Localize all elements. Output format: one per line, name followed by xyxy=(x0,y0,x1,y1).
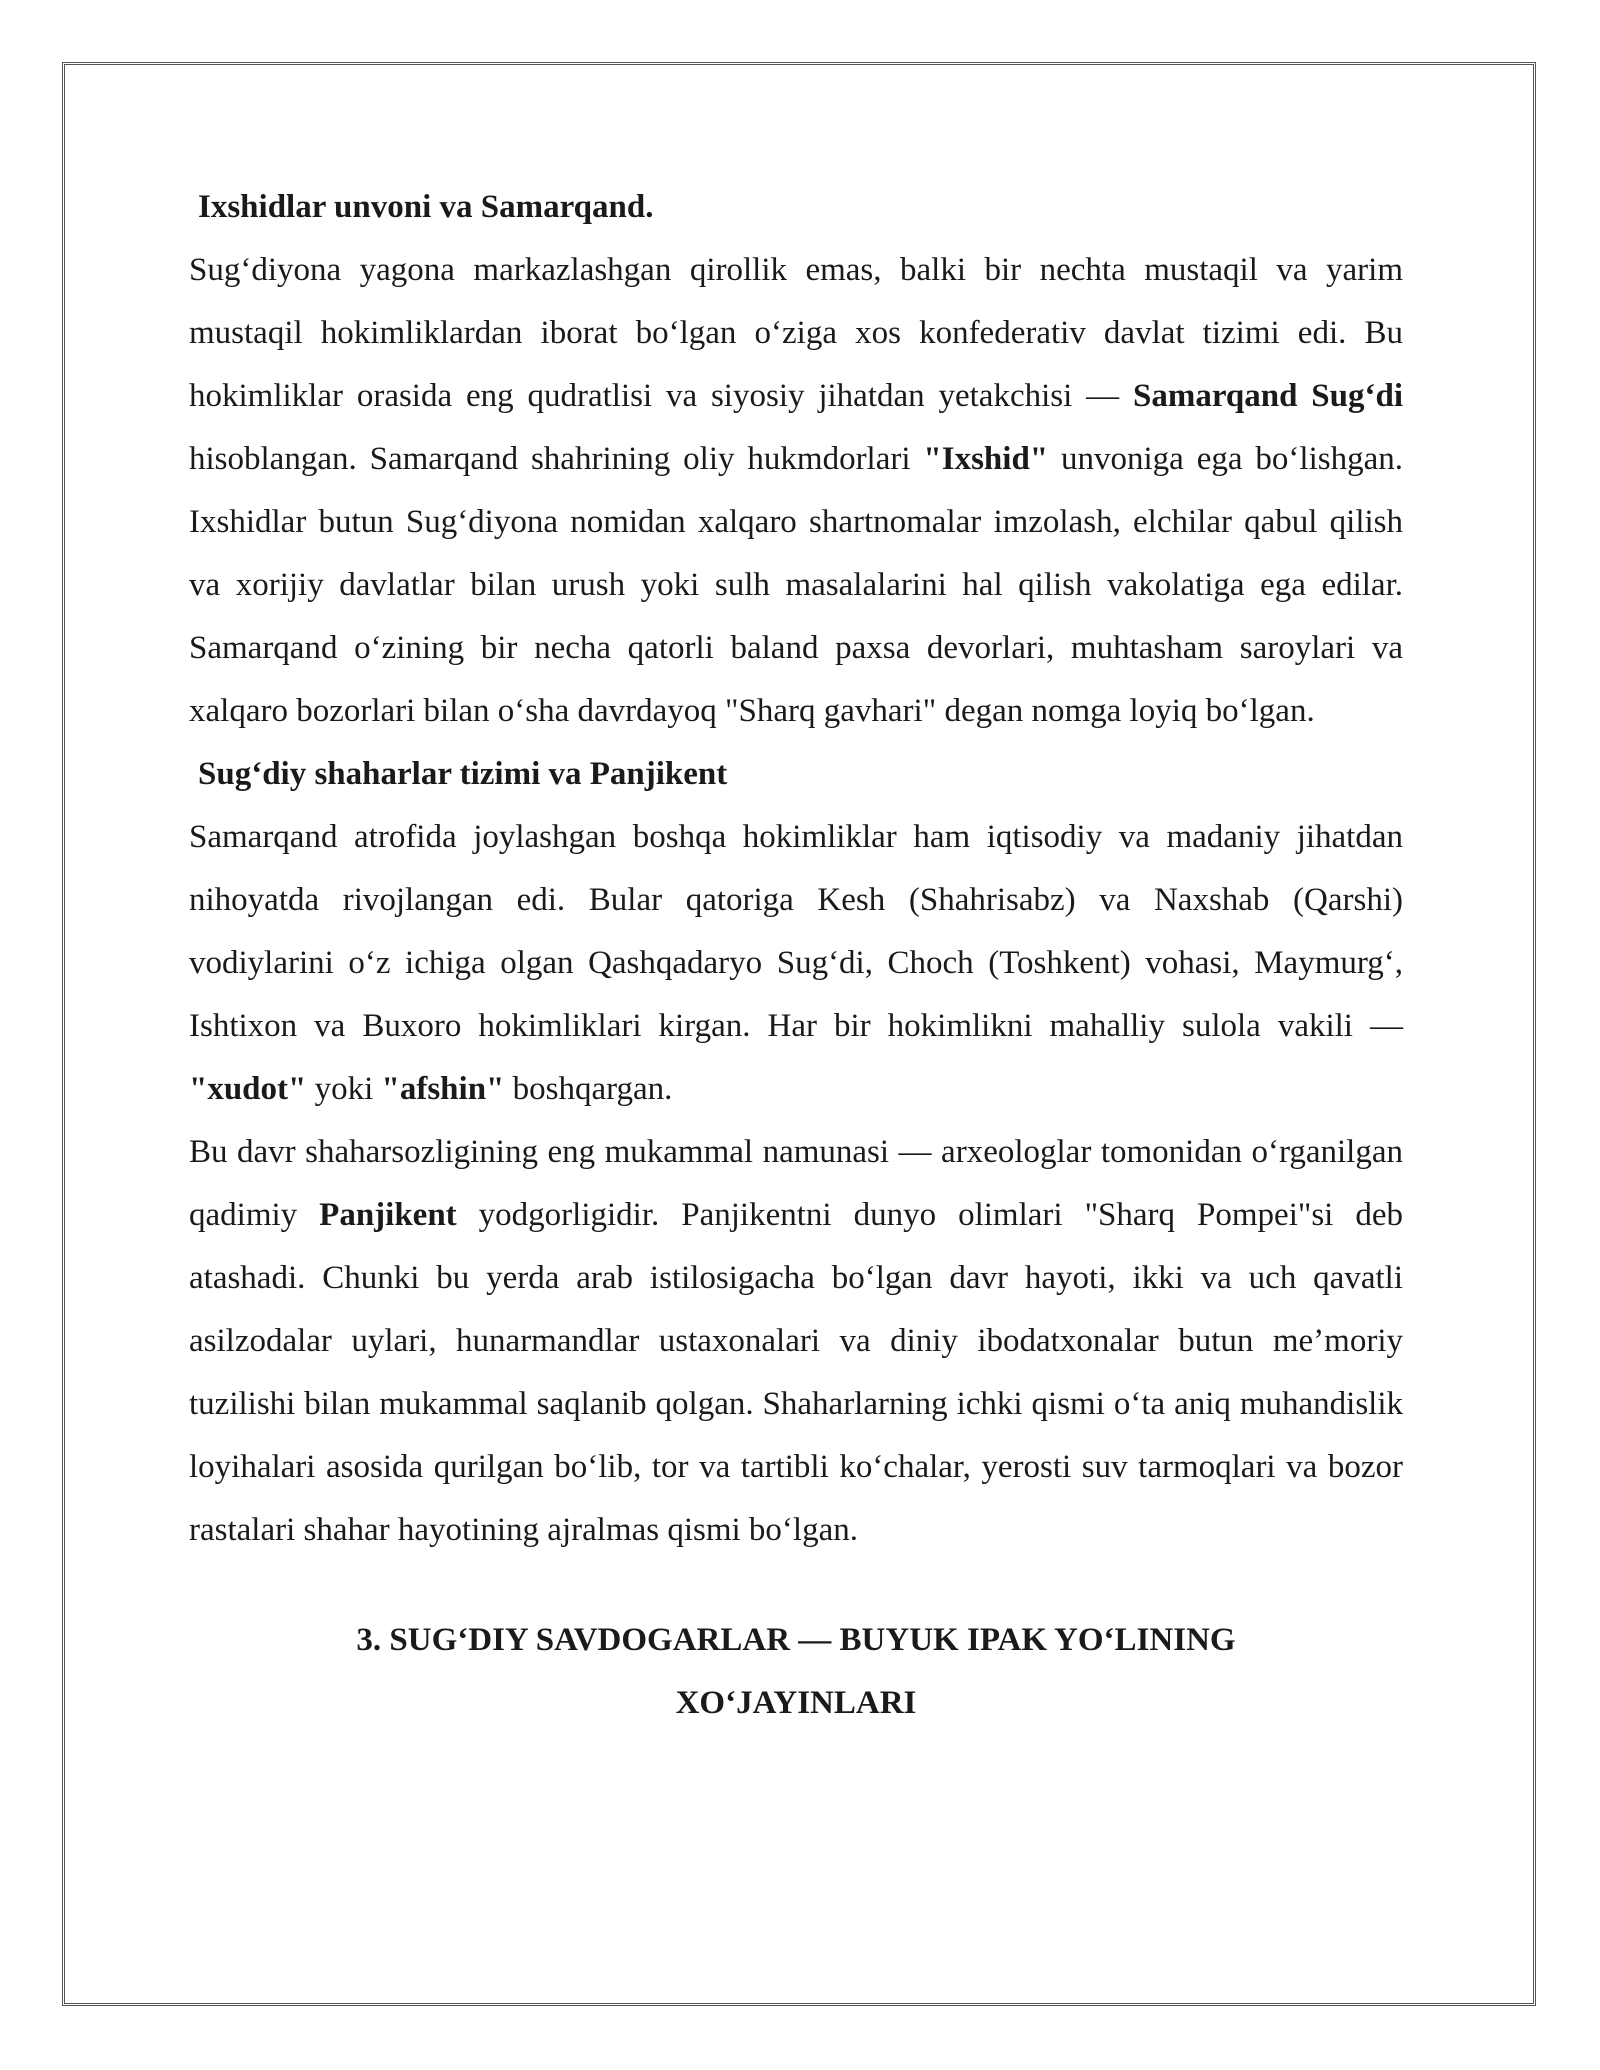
section-title-line-1: 3. SUG‘DIY SAVDOGARLAR — BUYUK IPAK YO‘LINING xyxy=(356,1622,1236,1658)
text-run: Sug‘diyona yagona markazlashgan qirollik emas, balki bir nechta mustaqil va yarim mustaqil hokimliklardan iborat bo‘lgan o‘ziga xos konfederativ davlat tizimi edi. Bu hokimliklar orasida eng qudratlisi va siyosiy jihatdan yetakchisi — xyxy=(189,252,1403,414)
text-run: unvoniga ega bo‘lishgan. Ixshidlar butun Sug‘diyona nomidan xalqaro shartnomalar imzolash, elchilar qabul qilish va xorijiy davlatlar bilan urush yoki sulh masalalarini hal qilish vakolatiga ega edilar. Samarqand o‘zining bir necha qatorli baland paxsa devorlari, muhtasham saroylari va xalqaro bozorlari bilan o‘sha davrdayoq "Sharq gavhari" degan nomga loyiq bo‘lgan. xyxy=(189,441,1403,729)
subheading-ixshidlar: Ixshidlar unvoni va Samarqand. xyxy=(198,189,654,225)
paragraph-hokimliklar xyxy=(189,806,1403,1121)
section-title xyxy=(189,1609,1403,1735)
bold-term: "xudot" xyxy=(189,1071,307,1107)
text-run: boshqargan. xyxy=(504,1071,673,1107)
text-run: hisoblangan. Samarqand shahrining oliy hukmdorlari xyxy=(189,441,924,477)
text-run: yoki xyxy=(306,1071,382,1107)
bold-term: Samarqand Sug‘di xyxy=(1132,378,1404,414)
text-run: yodgorligidir. Panjikentni dunyo olimlari "Sharq Pompei"si deb atashadi. Chunki bu yerda arab istilosigacha bo‘lgan davr hayoti, ikki va uch qavatli asilzodalar uylari, hunarmandlar ustaxonalari va diniy ibodatxonalar butun me’moriy tuzilishi bilan mukammal saqlanib qolgan. Shaharlarning ichki qismi o‘ta aniq muhandislik loyihalari asosida qurilgan bo‘lib, tor va tartibli ko‘chalar, yerosti suv tarmoqlari va bozor rastalari shahar hayotining ajralmas qismi bo‘lgan. xyxy=(189,1197,1403,1548)
paragraph-panjikent xyxy=(189,1121,1403,1562)
text-run: Samarqand atrofida joylashgan boshqa hokimliklar ham iqtisodiy va madaniy jihatdan nihoyatda rivojlangan edi. Bular qatoriga Kesh (Shahrisabz) va Naxshab (Qarshi) vodiylarini o‘z ichiga olgan Qashqadaryo Sug‘di, Choch (Toshkent) vohasi, Maymurg‘, Ishtixon va Buxoro hokimliklari kirgan. Har bir hokimlikni mahalliy sulola vakili — xyxy=(189,819,1403,1044)
section-title-line-2: XO‘JAYINLARI xyxy=(675,1685,917,1721)
bold-term: "afshin" xyxy=(381,1071,505,1107)
subheading-panjikent: Sug‘diy shaharlar tizimi va Panjikent xyxy=(198,756,728,792)
paragraph-samarqand xyxy=(189,239,1403,743)
bold-term: "Ixshid" xyxy=(923,441,1049,477)
document-body xyxy=(189,176,1403,1735)
text-run: Bu davr shaharsozligining eng mukammal namunasi — arxeologlar tomonidan o‘rganilgan qadimiy xyxy=(189,1134,1403,1233)
bold-term: Panjikent xyxy=(319,1197,457,1233)
